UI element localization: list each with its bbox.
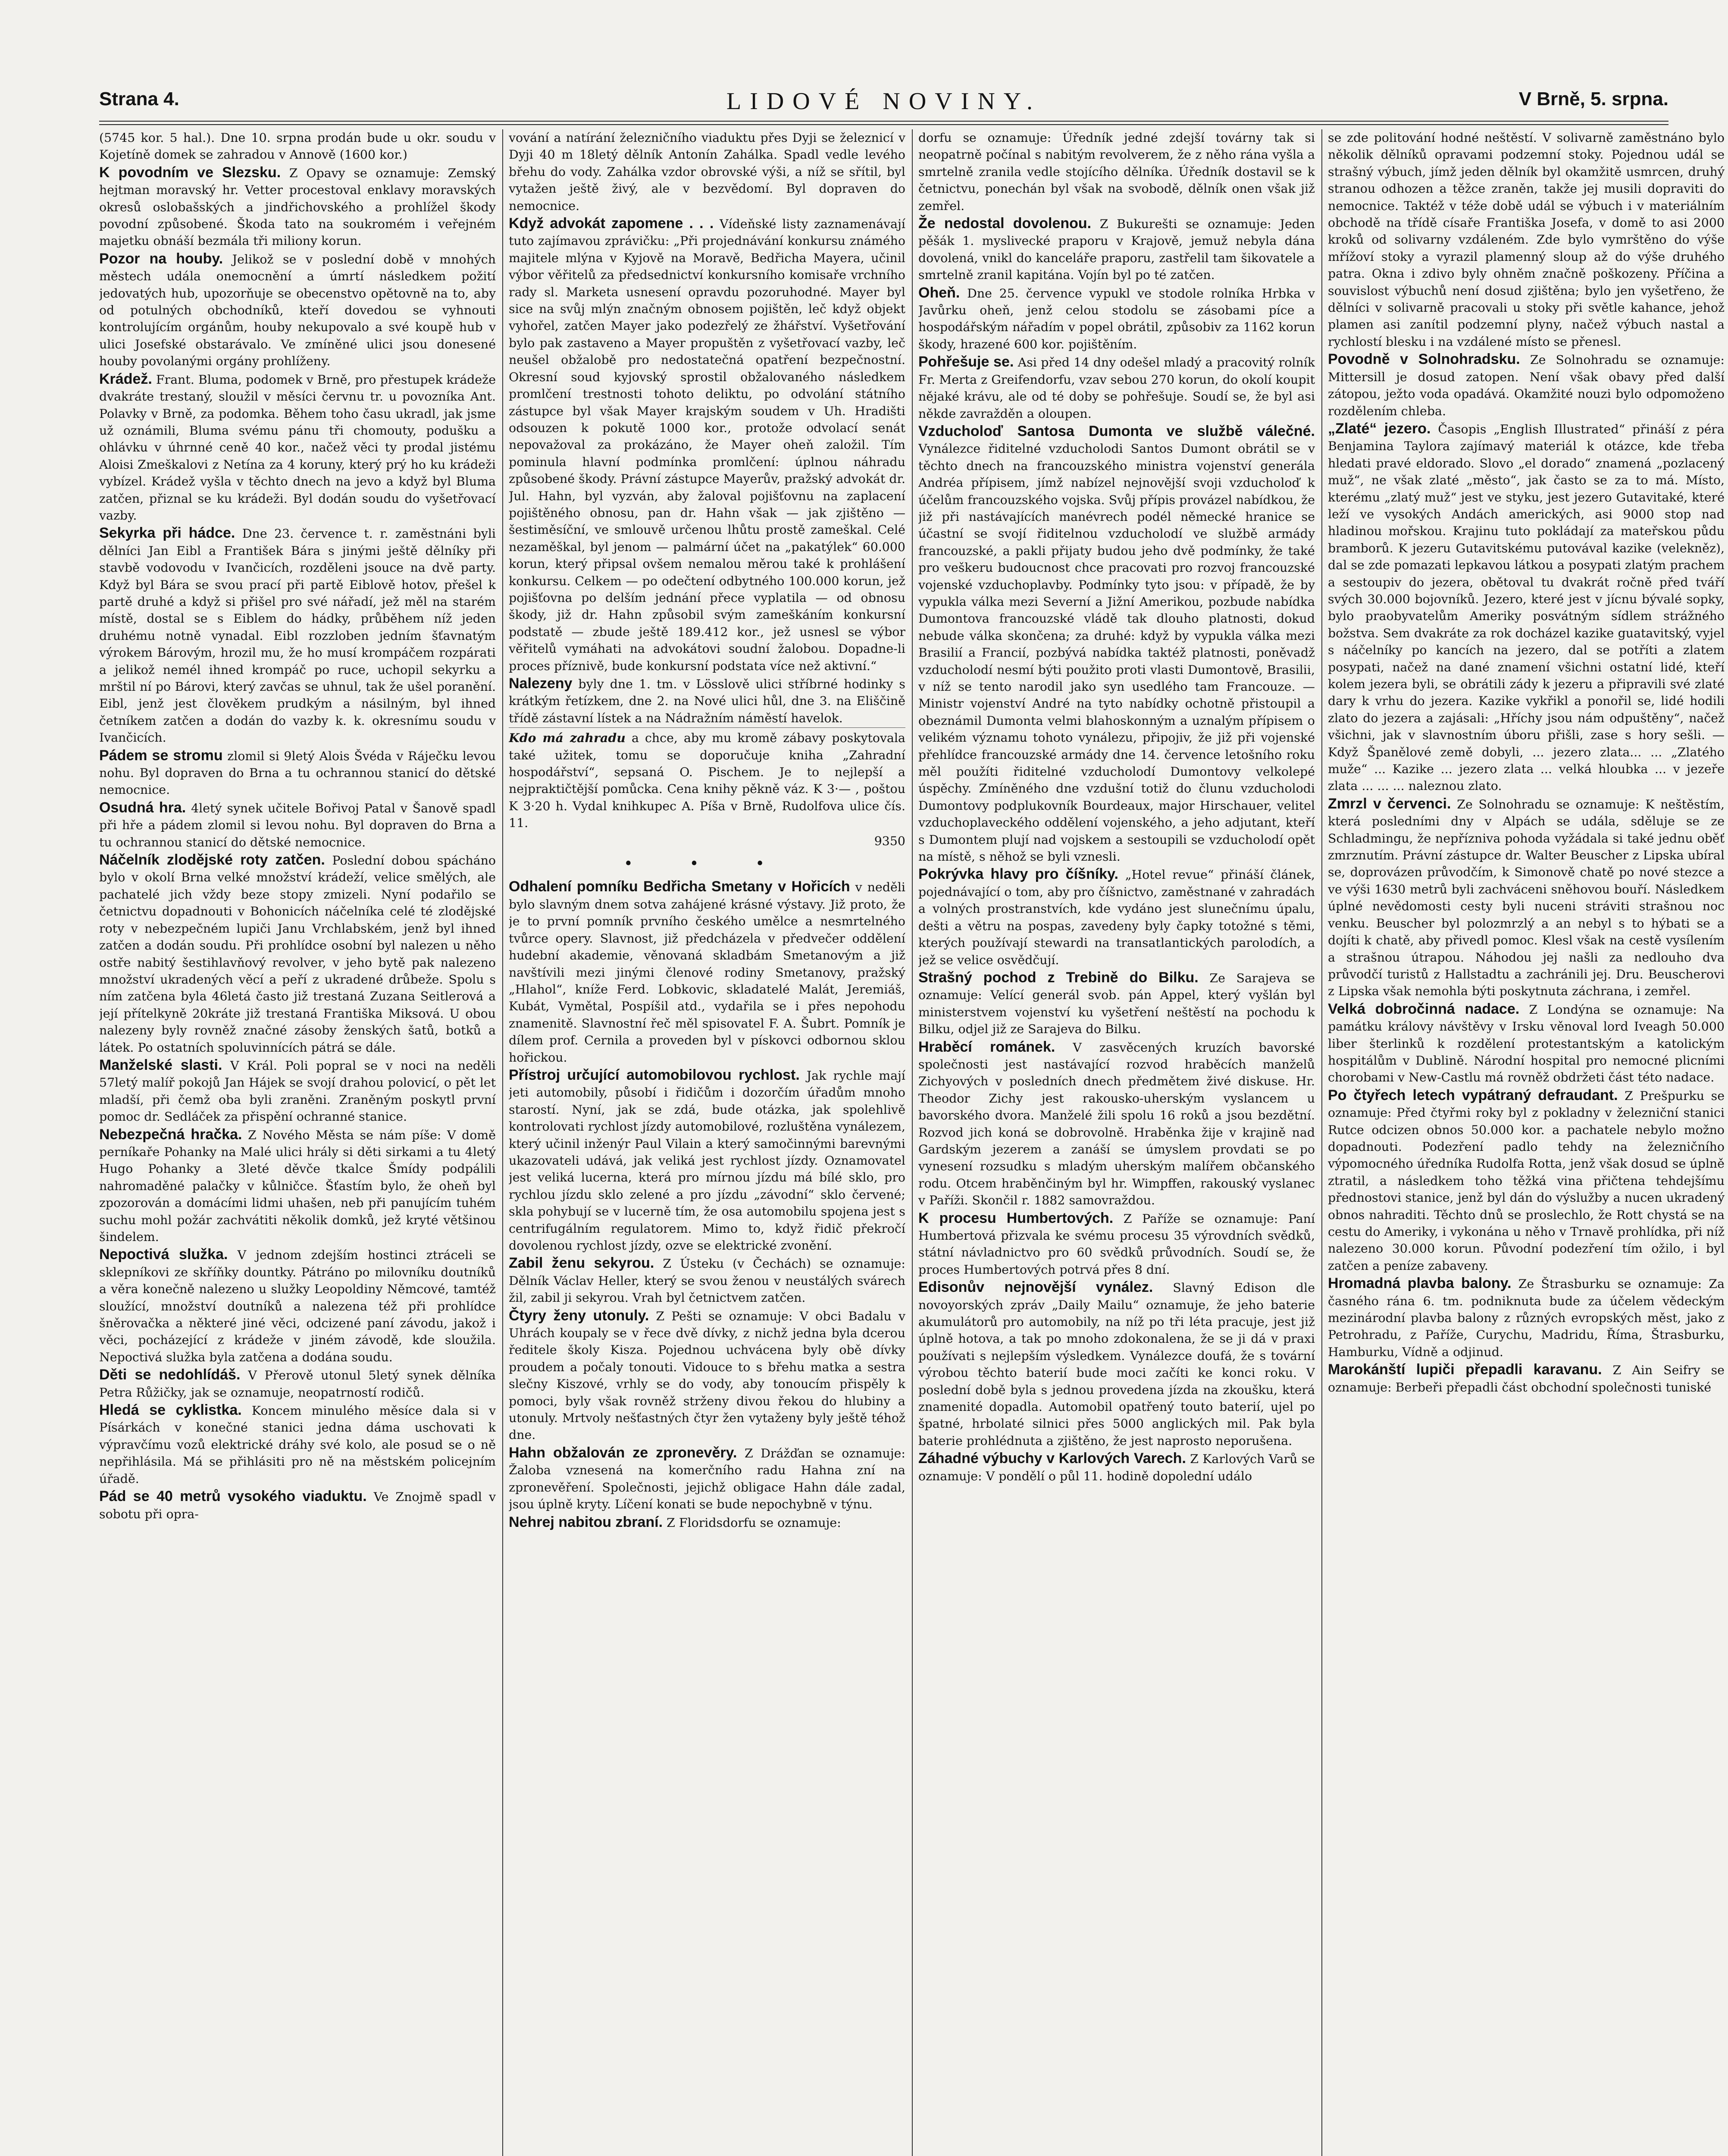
news-article [918,1039,1315,1209]
news-article [509,1514,905,1531]
news-article [99,164,496,250]
article-body: Dne 25. července vypukl ve stodole rolníka Hrbka v Javůrku oheň, jenž celou stodolu se zásobami píce a hospodářským nářadím v popel obrátil, způsobiv za 1162 korun škody, hrazené 600 kor. pojištěním. [918,286,1315,351]
news-article [1328,1361,1725,1396]
article-body: a chce, aby mu kromě zábavy poskytovala také užitek, tomu se doporučuje kniha „Zahradní hospodářství“, sepsaná O. Pischem. Je to nejlepší a nejpraktičtější pomůcka. Cena knihy pěkně váz. K 3·— , poštou K 3·20 h. Vydal knihkupec A. Píša v Brně, Rudolfova ulice čís. 11. [509,731,905,830]
continued-text [509,129,905,214]
page-number: Strana 4. [99,88,179,110]
article-body: Z Ain Seifry se oznamuje: Berbeři přepadli část obchodní společnosti tuniské [1328,1363,1725,1395]
article-headline: Strašný pochod z Trebině do Bilku. [918,969,1199,986]
article-body: V Přerově utonul 5letý synek dělníka Petra Růžičky, jak se oznamuje, neopatrností rodičů. [99,1368,496,1400]
news-article [918,423,1315,865]
section-separator: • • • [623,855,791,873]
article-body: V zasvěcených kruzích bavorské společnosti jest nastávající rozvod hraběcích manželů Zichyových v posledních dnech předmětem živé diskuse. Hr. Theodor Zichy jest rakousko-uherským vyslancem u bavorského dvora. Manželé žili spolu 16 roků a jsou bezdětní. Rozvod jich koná se dobrovolně. Hraběnka žije v krajině nad Gardským jezerem a zanáší se úmyslem provdati se po vynesení rozsudku s mladým uherským malířem občanského rodu. Otcem hraběnčiným byl hr. Wimpffen, rakouský vyslanec v Paříži. Skončil r. 1882 samovraždou. [918,1040,1315,1208]
column-rule [1321,129,1322,2156]
article-body: Z Bukurešti se oznamuje: Jeden pěšák 1. myslivecké praporu v Krajově, jemuž nebyla dána dovolená, vnikl do kanceláře praporu, zastřelil tam šikovatele a smrtelně zranil kapitána. Vojín byl po té zatčen. [918,217,1315,282]
advertisement [509,727,905,831]
article-body: v neděli bylo slavným dnem sotva zahájené krásné výstavy. Již proto, že je to první pomník prvního českého umělce a nesmrtelného tvůrce opery. Slavnost, již předcházela v předvečer oddělení hudební akademie, věnovaná skladbám Smetanovým a již navštívili mezi jinými členové rodiny Smetanovy, pražský „Hlahol“, kníže Ferd. Lobkovic, skladatelé Malát, Jeremiáš, Kubát, Vymětal, Pospíšil atd., vydařila se i přes nepohodu znamenitě. Slavnostní řeč měl spisovatel F. A. Šubrt. Pomník je dílem prof. Cernila a proveden byl v pískovci odbornou sklou hořickou. [509,880,905,1065]
article-body: V Král. Poli popral se v noci na neděli 57letý malíř pokojů Jan Hájek se svojí drahou polovicí, o pět let mladší, při čemž oba byli zraněni. Zraněným poskytl první pomoc dr. Sedláček za přispění ochranné stanice. [99,1058,496,1124]
article-headline: Pád se 40 metrů vysokého viaduktu. [99,1488,367,1505]
article-body: Časopis „English Illustrated“ přináší z péra Benjamina Taylora zajímavý materiál k otázce, kde třeba hledati pravé eldorado. Slovo „el dorado“ znamená „pozlacený muž“, ne však zlaté „město“, jak často se za to má. Místo, kterému „zlatý muž“ jest ve styku, jest jezero Gutavitaké, které leží ve vysokých Andách amerických, asi 9000 stop nad hladinou mořskou. Krajinu tuto pokládají za mateřskou půdu bramborů. K jezeru Gutavitskému putovával kazike (velekněz), dal se zde pomazati lepkavou látkou a posypati zlatým prachem a sestoupiv do jezera, obětoval tu dvakrát ročně před tváří svých 30.000 bojovníků. Jezero, které jest v jícnu bývalé sopky, bylo praobyvatelům Ameriky posvátným sídlem strážného božstva. Sem dvakráte za rok docházel kazike guatavitský, vyjel s náčelníky po kancích na jezero, dal se potříti a zlatem posypati, načež na dané znamení všichni ostatní lidé, kteří kolem jezera byli, se obrátili zády k jezeru a připravili své zlaté dary k vrhu do jezera. Kazike vykřikl a ponořil se, lidé hodili zlato do jezera a zajásali: „Hříchy jsou nám odpuštěny“, načež všichni, jak v slavnostním úboru přišli, zase s hory sešli. — Když Španělové země dobyli, ... jezero zlata... ... „Zlatého muže“ ... Kazike ... jezero zlata ... velká hloubka ... v jezeře zlata ... ... ... naleznou zlato. [1328,422,1725,793]
article-body: Vídeňské listy zaznamenávají tuto zajímavou zprávičku: „Při projednávání konkursu známého majitele mlýna v Kyjově na Moravě, Bedřicha Mayera, učinil výbor věřitelů za předsednictví konkursního komisaře vrchního rady sl. Marketa usnesení opravdu pozoruhodné. Mayer byl sice na svůj mlýn značným obnosem pojištěn, leč když objekt vyhořel, zatčen Mayer jako podezřelý ze žhářství. Vyšetřování bylo pak zastaveno a Mayer propuštěn z vyšetřovací vazby, leč neušel obžalobě pro nedostatečná opatření bezpečnostní. Okresní soud kyjovský sprostil obžalovaného následkem promlčení trestnosti tohoto deliktu, po odvolání státního zástupce byl však Mayer krajským soudem v Uh. Hradišti odsouzen k pokutě 1000 kor., protože odvolací senát nepovažoval za prokázáno, že Mayer oheň založil. Tím pominula hlavní podmínka promlčení: úplnou náhradu způsobené škody. Právní zástupce Mayerův, pražský advokát dr. Jul. Hahn, byl vyzván, aby žaloval pojišťovnu na zaplacení pojištěného obnosu, pan dr. Hahn však — jak zjištěno — šestiměsíční, ve smlouvě určenou lhůtu prostě zameškal. Celé nezaměškal, byl jenom — palmární účet na „pakatýlek“ 60.000 korun, který připsal ovšem nemalou měrou také k prohlášení konkursu. Celkem — po odečtení odbytného 100.000 korun, jež pojišťovna po delším jednání přece vyplatila — od obnosu škody, již dr. Hahn způsobil svým zameškáním konkursní podstatě — zbude ještě 189.412 kor., jež usnesl se výbor věřitelů vymáhati na advokátovi soudní žalobou. Dopadne-li proces příznivě, bude konkursní podstata více než aktivní.“ [509,217,905,673]
article-body: Jak rychle mají jeti automobily, působí i řidičům i dozorčím úřadům mnoho starostí. Nyní, jak se zdá, bude otázka, jak spolehlivě kontrolovati rychlost jízdy automobilové, rozluštěna vynálezem, který učinil inženýr Paul Vilain a který samočinnými barevnými ukazovateli udává, jak veliká jest rychlost jízdy. Oznamovatel jest veliká lucerna, která pro mírnou jízdu má bílé sklo, pro rychlou jízdu sklo zelené a pro jízdu „závodní“ sklo červené; skla pohybují se v lucerně tím, že osa automobilu spojena jest s centrifugálním regulatorem. Mimo to, když řidič překročí dovolenou rychlost jízdy, ozve se elektrické zvonění. [509,1068,905,1253]
article-body: Z Londýna se oznamuje: Na památku královy návštěvy v Irsku věnoval lord Iveagh 50.000 liber šterlinků k rozdělení protestantským a katolickým hospitálům v Dublině. Národní hospital pro nemocné plicními chorobami v New-Castlu má rovněž obdržeti část této nadace. [1328,1002,1725,1085]
article-body: dorfu se oznamuje: Úředník jedné zdejší továrny tak si neopatrně počínal s nabitým revolverem, že z něho rána vyšla a smrtelně zranila vedle stojícího dělníka. Úředník dostavil se k četnictvu, ponechán byl však na svobodě, dělník onen však již zemřel. [918,131,1315,213]
news-article [509,878,905,1065]
news-article [99,1402,496,1487]
article-headline: Pádem se stromu [99,747,223,764]
news-article [99,1366,496,1401]
article-body: Z Ústeku (v Čechách) se oznamuje: Dělník Václav Heller, který se svou ženou v neustálých svárech žil, zabil ji sekyrou. Vrah byl četnictvem zatčen. [509,1257,905,1305]
article-headline: Pohřešuje se. [918,354,1014,370]
news-article [918,1450,1315,1485]
article-headline: Manželské slasti. [99,1056,222,1073]
article-headline: Nehrej nabitou zbraní. [509,1514,663,1530]
news-article [99,747,496,799]
news-article [99,852,496,1056]
newspaper-title: LIDOVÉ NOVINY. [726,88,1042,115]
news-article [918,1210,1315,1279]
article-body: byly dne 1. tm. v Lösslově ulici stříbrné hodinky s krátkým řetízkem, dne 2. na Nové ulici hůl, dne 3. na Eliščině třídě zástavní lístek a na Nádražním náměstí havelok. [509,677,905,725]
article-headline: K procesu Humbertových. [918,1210,1114,1226]
news-article [918,215,1315,284]
news-article [509,1255,905,1306]
article-body: „Hotel revue“ přináší článek, pojednávající o tom, aby pro číšnictvo, zaměstnané v zahradách a volných prostranstvích, kde vydáno jest slunečnímu úpalu, dešti a větru na pospas, zavedeny byly čapky totožné s těmi, kterých používají stewardi na transatlantických parolodích, a jež se velice osvědčují. [918,868,1315,967]
article-headline: Hahn obžalován ze zpronevěry. [509,1444,737,1461]
article-body: Z Floridsdorfu se oznamuje: [667,1515,841,1530]
article-headline: „Zlaté“ jezero. [1328,420,1431,437]
article-headline: Povodně v Solnohradsku. [1328,351,1520,368]
news-article [509,1307,905,1444]
article-body: se zde politování hodné neštěstí. V solivarně zaměstnáno bylo několik dělníků opravami podzemní stoky. Pojednou udál se strašný výbuch, jímž jeden dělník byl okamžitě usmrcen, druhý stranou odhozen a těžce zraněn, takže jej musili dopraviti do nemocnice. Taktéž v téže době udál se výbuch i v materiálním obchodě na třídě císaře Františka Josefa, v domě to asi 2000 kroků od solivarny vzdáleném. Zde bylo vymrštěno do výše mřížoví stoky a vyrazil plamenný sloup až do výše druhého patra. Okna i zdivo byly ohněm značně poškozeny. Příčina a souvislost výbuchů není dosud zjištěna; bylo jen vyšetřeno, že dělníci v solivarně pracovali u stoky při světle kahance, jehož plamen asi zanítil podzemní plyny, načež výbuch nastal a rychlostí blesku i na vzdálené místo se přenesl. [1328,131,1725,349]
article-headline: Vzducholoď Santosa Dumonta ve službě válečné. [918,423,1315,439]
article-headline: Marokánští lupiči přepadli karavanu. [1328,1361,1602,1378]
article-headline: Když advokát zapomene . . . [509,215,714,232]
article-headline: Zmrzl v červenci. [1328,795,1451,812]
news-article [99,1246,496,1366]
article-headline: Náčelník zlodějské roty zatčen. [99,852,325,868]
ad-number: 9350 [874,834,905,848]
article-headline: Pokrývka hlavy pro číšníky. [918,866,1118,883]
article-body: Ze Solnohradu se oznamuje: K neštěstím, která posledními dny v Alpách se udála, sděluje se ze Schladmingu, že nepřízniva pohoda vyžádala si také jednu oběť zmrznutím. Právní zástupce dr. Walter Beuscher z Lipska ubíral se, doprovázen průvodčím, k Simonově chatě po nové stezce a ve výši 1630 metrů byli zachváceni sněhovou bouří. Následkem úplné nevědomosti cesty byli nuceni stráviti strašnou noc venku. Beuscher byl polozmrzlý a an nebyl s to hýbati se a dojíti k chatě, aby přivedl pomoc. Klesl však na cestě vysílením a strašnou útrapou. Náhodou jej našli za nedlouho dva průvodčí turistů z Hallstadtu a zachránili jej. Dru. Beuscherovi z Lipska však nemohla býti poskytnuta záchrana, i zemřel. [1328,797,1725,999]
news-article [1328,796,1725,1000]
news-article [509,1067,905,1254]
article-headline: Záhadné výbuchy v Karlových Varech. [918,1450,1186,1467]
article-body: Z Prešpurku se oznamuje: Před čtyřmi roky byl z pokladny v železniční stanici Rutce odcizen obnos 50.000 kor. a pachatele nebylo možno dopadnouti. Podezření padlo tehdy na železničního výpomocného úředníka Rudolfa Rotta, jenž však dosud se úplně ztratil, a následkem toho těžká vina přičtena tehdejšímu přednostovi stanice, jenž byl dán do výslužby a nucen ukradený obnos nahraditi. Těchto dnů se proslechlo, že Rott chystá se na cestu do Ameriky, i vykonána u něho v Trnavě prohlídka, při níž nalezeno 30.000 korun. Původní podezření tím ožilo, i byl zatčen a peníze zabaveny. [1328,1088,1725,1273]
continued-text [99,129,496,163]
column-rule [502,129,503,2156]
article-headline: Velká dobročinná nadace. [1328,1000,1520,1017]
news-article [1328,1001,1725,1086]
article-headline: Odhalení pomníku Bedřicha Smetany v Hořicích [509,878,850,895]
news-article [99,1057,496,1125]
article-body: vování a natírání železničního viaduktu přes Dyji se železnicí v Dyji 40 m 18letý dělník Antonín Zahálka. Spadl vedle levého břehu do vody. Zahálka vzdor obrovské výši, a níž se sřítil, byl vytažen ještě živý, ale v bezvědomí. Byl dopraven do nemocnice. [509,131,905,213]
news-article [99,525,496,746]
page-header [99,88,1669,123]
article-headline: Hraběcí románek. [918,1038,1055,1055]
article-headline: Čtyry ženy utonuly. [509,1307,649,1324]
news-article [99,251,496,370]
article-body: Z Nového Města se nám píše: V domě perníkaře Pohanky na Malé ulici hrály si děti sirkami a tu 4letý Hugo Pohanky a 3leté děvče tkalce Šmídy podpálili nahromaděné palačky v kůlničce. Šťastím bylo, že oheň byl zpozorován a domácími lidmi uhašen, neb při panujícím tuhém suchu mohl požár zachvátiti několik domků, jež kryté většinou šindelem. [99,1128,496,1244]
article-body: V jednom zdejším hostinci ztráceli se sklepníkovi ze skříňky dountky. Pátráno po milovníku doutníků a věra konečně nalezeno u služky Leopoldiny Němcové, tamtéž sloužící, množství doutníků a nalezena též při prohlídce šněrovačka a některé jiné věci, odcizené paní závodu, jakož i věci, pocházející z krádeže v jiném závodě, kde sloužila. Nepoctivá služka byla zatčena a dodána soudu. [99,1248,496,1364]
article-body: Koncem minulého měsíce dala si v Písárkách v konečné stanici jedna dáma uschovati k výpravčímu vozů elektrické dráhy své kolo, ale posud se o ně nepřihlásila. Má se přihlásiti pro ně na městském policejním úřadě. [99,1404,496,1486]
news-article [1328,1087,1725,1274]
article-body: Z Drážďan se oznamuje: Žaloba vznesená na komerčního radu Hahna zní na zpronevěření. Společnosti, jejichž obligace Hahn dále zadal, jsou úplně kryty. Líčení konati se bude nepochybně v týnu. [509,1446,905,1512]
article-headline: Nebezpečná hračka. [99,1126,242,1143]
news-article [918,1279,1315,1449]
article-body: Ze Solnohradu se oznamuje: Mittersill je dosud zatopen. Není však obavy před další zátopou, ježto voda opadává. Okamžité nouzi bylo odpomoženo rozdělením chleba. [1328,353,1725,418]
dateline: V Brně, 5. srpna. [1518,88,1669,110]
news-article [509,1445,905,1513]
article-body: Poslední dobou spácháno bylo v okolí Brna velké množství krádeží, velice smělých, ale pachatelé jich vždy beze stopy zmizeli. Nyní podařilo se četnictvu dopadnouti v Bohonicích náčelníka celé té zlodějské roty v nebezpečném lupiči Janu Vrchlabském, jenž byl ihned zatčen a dodán soudu. Při prohlídce osobní byl nalezen u něho ostře nabitý šestihlavňový revolver, v jeho bytě pak nalezeno množství ukradených věcí a peří z ukradené drůbeže. Spolu s ním zatčena byla 46letá často již trestaná Zuzana Seitlerová a její přítelkyně 20kráte již trestaná Františka Miksová. U obou nalezeny byly rovněž značné zásoby ženských šatů, botků a látek. Po ostatních spoluvinnících pátrá se dále. [99,853,496,1055]
article-body: Jelikož se v poslední době v mnohých městech udála onemocnění a úmrtí následkem požití jedovatých hub, upozorňuje se obecenstvo opětovně na to, aby od potulných obchodníků, kteří dovedou se vyhnouti kontrolujícím orgánům, houby nekupovalo a své koupě hub v ulici Josefské obstarávalo. Ve zmíněné ulici jsou donesené houby povolanými orgány prohlíženy. [99,252,496,369]
news-article [918,969,1315,1038]
article-headline: Sekyrka při hádce. [99,525,235,542]
article-headline: Nalezeny [509,675,573,692]
article-headline: Po čtyřech letech vypátraný defraudant. [1328,1087,1618,1103]
article-headline: Nepoctivá služka. [99,1246,228,1263]
article-body: Dne 23. července t. r. zaměstnáni byli dělníci Jan Eibl a František Bára s jinými ještě dělníky při stavbě vodovodu v Ivančicích, rozděleni jsouce na dvě party. Když byl Bára se svou prací při partě Eiblově hotov, přešel k partě druhé a když si přišel pro své nářadí, jež měl na starém místě, dostal se s Eiblem do hádky, průběhem níž jeden druhému notně vynadal. Eibl rozzloben jedním šťavnatým výrokem Bárovým, hrozil mu, že ho musí krompáčem rozpárati a jelikož nemél ihned krompáč po ruce, uchopil sekyrku a mrštil ní po Bárovi, který zavčas se uhnul, tak že ušel poranění. Eibl, jenž jest člověkem prudkým a násilným, byl ihned četníkem zatčen a dodán do vazby k. k. okresnímu soudu v Ivančicích. [99,526,496,745]
article-headline: Hromadná plavba balony. [1328,1275,1512,1292]
article-headline: Hledá se cyklistka. [99,1402,242,1419]
column-rule [912,129,913,2156]
article-body: (5745 kor. 5 hal.). Dne 10. srpna prodán bude u okr. soudu v Kojetíně domek se zahradou v Annově (1600 kor.) [99,131,496,162]
article-body: Z Paříže se oznamuje: Paní Humbertová přizvala ke svému procesu 35 výrovdních svědků, státní návladnictvo pro 60 svědků průvodních. Soudí se, že proces Humbertových potrvá přes 8 dní. [918,1211,1315,1277]
news-article [918,354,1315,422]
article-headline: Pozor na houby. [99,250,223,267]
article-body: Z Opavy se oznamuje: Zemský hejtman moravský hr. Vetter procestoval enklavy moravských okresů oslobašských a jindřichovského a prohlížel škody povodní způsobené. Škoda tato na soukromém i veřejném majetku obnáší bezmála tři miliony korun. [99,166,496,248]
continued-text [1328,129,1725,350]
article-headline: Přístroj určující automobilovou rychlost. [509,1066,800,1083]
header-rule [99,121,1669,125]
article-body: 4letý synek učitele Bořivoj Patal v Šanově spadl při hře a pádem zlomil si levou nohu. Byl dopraven do Brna a tu ochrannou stanicí do dětské nemocnice. [99,801,496,849]
article-headline: Osudná hra. [99,799,186,816]
news-article [918,866,1315,968]
news-article [1328,1275,1725,1360]
continued-text [918,129,1315,214]
column-4 [1328,129,1725,2156]
news-article [1328,420,1725,795]
news-article [99,1488,496,1523]
article-headline: Že nedostal dovolenou. [918,215,1092,232]
article-body: Frant. Bluma, podomek v Brně, pro přestupek krádeže dvakráte trestaný, sloužil v měsíci červnu tr. u povozníka Ant. Polavky v Brně, za podomka. Během toho času ukradl, jak jsme už oznámili, Bluma svému pánu tři chomouty, podušku a ohlávku v úhrnné ceně 40 kor., načež věci ty prodal jistému Aloisi Zmeškalovi z Netína za 4 koruny, který prý ho ku krádeži vybízel. Krádež vyšla v těchto dnech na jevo a když byl Bluma zatčen, přiznal se ku krádeži. Byl dodán soudu do vyšetřovací vazby. [99,372,496,523]
news-article [99,371,496,524]
news-article [99,799,496,851]
article-headline: Krádež. [99,370,152,387]
news-article [1328,351,1725,420]
article-body: Slavný Edison dle novoyorských zpráv „Daily Mailu“ oznamuje, že jeho baterie akumulátorů pro automobily, na níž po tři léta pracuje, jest již úplně hotova, a tak po mnoho zdokonalena, že se ji dá v praxi používati s nejlepším výsledkem. Vynálezce doufá, že s tovární výrobou těchto baterií bude moci začíti ke konci roku. V poslední době byla s jednou provedena jízda na zkoušku, která znamenité dopadla. Automobil opatřený touto baterií, ujel po špatné, hrbolaté silnici přes 5000 anglických mil. Pak byla baterie prohlédnuta a zjištěno, že jest naprosto neporušena. [918,1281,1315,1448]
article-headline: Děti se nedohlídáš. [99,1366,241,1383]
article-body: Ze Sarajeva se oznamuje: Velící generál svob. pán Appel, který vyšlán byl ministerstvem vojenství ku vyšetření neštěstí na pochodu k Bilku, odjel již ze Sarajeva do Bilku. [918,971,1315,1037]
article-headline: K povodním ve Slezsku. [99,164,281,181]
article-body: Z Pešti se oznamuje: V obci Badalu v Uhrách koupaly se v řece dvě dívky, z nichž jedna byla dcerou ředitele školy Kisza. Pojednou uchvácena byly obě dívky proudem a počaly tonouti. Vidouce to s břehu matka a sestra slečny Kiszové, vrhly se do vody, aby tonoucím přispěly k pomoci, byly však rovněž strženy divou řekou do hlubiny a utonuly. Mrtvoly nešťastných čtyr žen vytaženy byly ještě téhož dne. [509,1309,905,1442]
column-2 [509,129,905,2156]
column-1 [99,129,496,2156]
column-3 [918,129,1315,2156]
article-body: Ze Štrasburku se oznamuje: Za časného rána 6. tm. podniknuta bude za účelem vědeckým mezinárodní plavba balony z různých evropských měst, jako z Petrohradu, z Paříže, Curychu, Madridu, Říma, Štrasburku, Hamburku, Vídně a odjinud. [1328,1277,1725,1359]
ad-headline: Kdo má zahradu [509,730,626,746]
article-body: Asi před 14 dny odešel mladý a pracovitý rolník Fr. Merta z Greifendorfu, vzav sebou 270 korun, do okolí koupit nějaké krávu, ale od té doby se pohřešuje. Soudí se, že byl asi někde zavražděn a oloupen. [918,355,1315,421]
news-article [99,1126,496,1246]
article-body: Z Karlových Varů se oznamuje: V pondělí o půl 11. hodině dopolední událo [918,1452,1315,1483]
article-body: zlomil si 9letý Alois Švéda v Ráječku levou nohu. Byl dopraven do Brna a tu ochrannou stanicí do dětské nemocnice. [99,749,496,797]
news-article [509,675,905,727]
article-body: Ve Znojmě spadl v sobotu při opra- [99,1490,496,1521]
article-headline: Zabil ženu sekyrou. [509,1255,654,1272]
news-article [509,215,905,674]
article-body: Vynálezce řiditelné vzducholodi Santos Dumont obrátil se v těchto dnech na francouzského ministra vojenství generála Andréa přípisem, jímž nabízel nejnovější svoji vzducholoď k účelům francouzského vojska. Svůj přípis provázel nabídkou, že již při nastávajících manévrech podél německé hranice se účastní se svojí řiditelnou vzducholodí ve službě armády francouzské, a pakli přijaty budou jeho dvě podmínky, že také pro veškeru budoucnost chce pracovati pro rozvoj francouzské vojenské vzduchoplavby. Podmínky tyto jsou: v případě, že by vypukla válka mezi Severní a Jižní Amerikou, pozbude nabídka Dumontova francouzské vládě tak dlouho platnosti, dokud nebude válka skončena; za druhé: když by vypukla válka mezi Brasilií a Francií, pozbývá nabídka taktéž platnosti, poněvadž vzducholodí nesmí býti použito proti vlasti Dumontově, Brasilii, v níž se tento narodil jako syn usedlého tam Francouze. — Ministr vojenství André na tyto nabídky ochotně přistoupil a obeznámil Dumonta velmi blahoskonným a uznalým přípisem o velikém významu tohoto vynálezu, připojiv, že již při vojenské přehlídce francouzské armády dne 14. července letošního roku měl použíti řiditelné vzducholodí Dumontovy velkolepé úspěchy. Zmíněného dne vzdušní totiž do člunu vzducholodi Dumontovy podplukovník Bourdeaux, major Hirschauer, velitel vzduchoplaveckého oddělení vojenského, a jeho adjutant, kteří s Dumontem plují nad vojskem a sestoupili se vzducholodí opět na místě, s něhož se byli vznesli. [918,442,1315,864]
news-article [918,285,1315,353]
article-headline: Oheň. [918,284,960,301]
article-headline: Edisonův nejnovější vynález. [918,1279,1153,1296]
